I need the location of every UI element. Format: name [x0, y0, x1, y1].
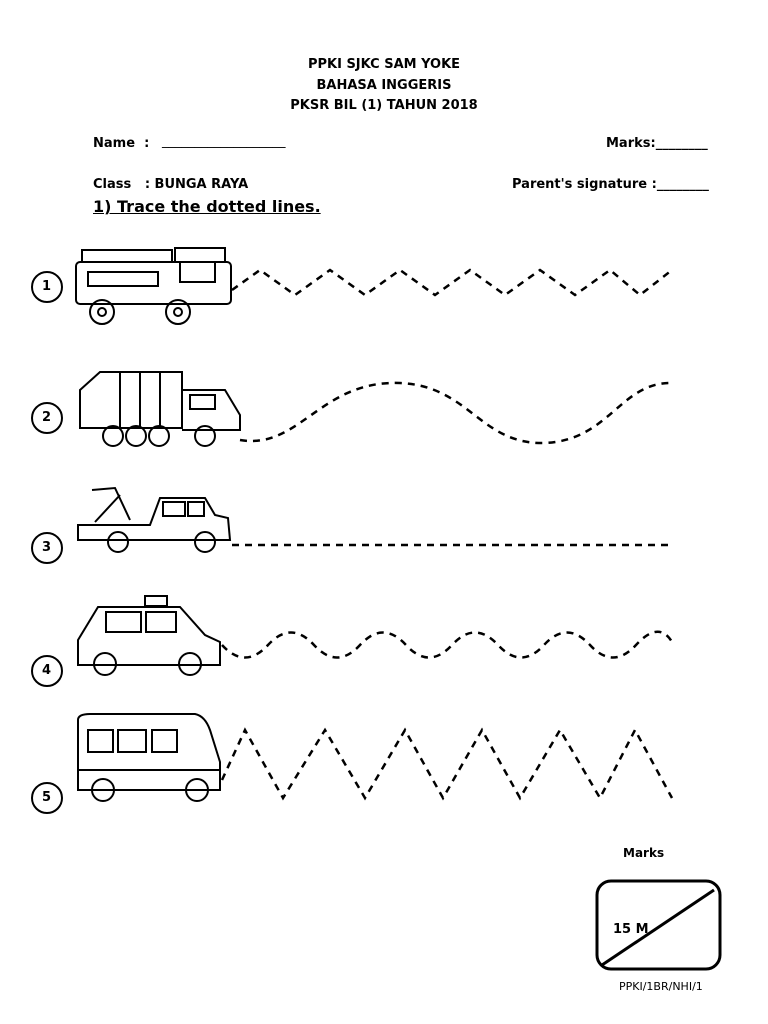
- tow-truck-icon: [78, 488, 230, 552]
- dotted-line-wave-large[interactable]: [240, 383, 672, 443]
- name-field[interactable]: ___________________: [162, 134, 286, 149]
- subject: BAHASA INGGERIS: [316, 78, 452, 93]
- row-number: 5: [42, 790, 52, 805]
- instruction: 1) Trace the dotted lines.: [93, 197, 321, 216]
- row-number: 4: [42, 663, 52, 678]
- marks-box-label: Marks: [623, 846, 665, 860]
- marks-total: 15 M: [613, 922, 649, 937]
- marks-field[interactable]: Marks:________: [606, 136, 708, 151]
- school-bus-icon: [78, 714, 220, 801]
- row-number: 1: [42, 279, 52, 294]
- dotted-line-zigzag-large[interactable]: [222, 730, 672, 798]
- row-number: 2: [42, 410, 52, 425]
- dotted-line-wave-small[interactable]: [222, 632, 672, 658]
- school-name: PPKI SJKC SAM YOKE: [307, 57, 461, 72]
- test-title: PKSR BIL (1) TAHUN 2018: [290, 98, 478, 113]
- parent-signature-field[interactable]: Parent's signature :________: [512, 177, 709, 192]
- name-label: Name :: [93, 136, 150, 151]
- fire-truck-icon: [76, 248, 231, 324]
- row-number: 3: [42, 540, 52, 555]
- document-code: PPKI/1BR/NHI/1: [619, 980, 703, 993]
- dotted-line-zigzag-small[interactable]: [232, 270, 672, 295]
- class-label: Class : BUNGA RAYA: [93, 177, 249, 192]
- taxi-icon: [78, 596, 220, 675]
- garbage-truck-icon: [80, 372, 240, 446]
